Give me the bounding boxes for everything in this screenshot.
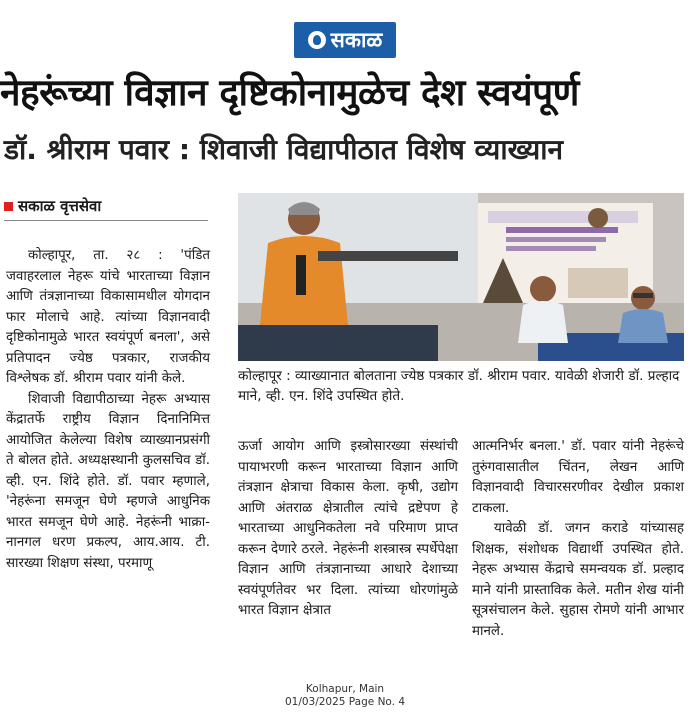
photo-caption: कोल्हापूर : व्याख्यानात बोलताना ज्येष्ठ पत्रकार डॉ. श्रीराम पवार. यावेळी शेजारी डॉ. प्रल्हाद माने, व्ही. एन. शिंदे उपस्थित होते. (238, 368, 680, 404)
paragraph: यावेळी डॉ. जगन कराडे यांच्यासह शिक्षक, संशोधक विद्यार्थी उपस्थित होते. नेहरू अभ्यास केंद्राचे समन्वयक डॉ. प्रल्हाद माने यांनी प्रास्ताविक केले. मतीन शेख यांनी सूत्रसंचालन केले. सुहास रोमणे यांनी आभार मानले. (472, 521, 684, 639)
article-column-1 (6, 246, 210, 574)
sakal-logo-icon (308, 31, 326, 49)
newspaper-logo (294, 22, 396, 58)
event-photo-illustration (238, 193, 684, 361)
page-footer (220, 683, 470, 709)
paragraph: ऊर्जा आयोग आणि इस्त्रोसारख्या संस्थांची पायाभरणी करून भारताच्या विज्ञान आणि तंत्रज्ञान क्षेत्राचा विकास केला. कृषी, उद्योग आणि अंतराळ क्षेत्रातील त्यांचे द्रष्टेपण हे भारताच्या आधुनिकतेला नवे परिमाण प्राप्त करून देणारे ठरले. नेहरूंनी शस्त्रास्त्र स्पर्धेपेक्षा विज्ञान आणि तंत्रज्ञानाच्या आधारे देशाच्या स्वयंपूर्णतेवर भर दिला. त्यांच्या धोरणांमुळे भारत विज्ञान क्षेत्रात (238, 439, 458, 618)
article-column-3 (472, 437, 684, 642)
byline (4, 193, 208, 219)
paragraph: आत्मनिर्भर बनला.' डॉ. पवार यांनी नेहरूंचे तुरुंगवासातील चिंतन, लेखन आणि विज्ञानवादी विचारसरणीवर देखील प्रकाश टाकला. (472, 439, 684, 516)
paragraph: शिवाजी विद्यापीठाच्या नेहरू अभ्यास केंद्रातर्फे राष्ट्रीय विज्ञान दिनानिमित्त आयोजित केलेल्या विशेष व्याख्यानप्रसंगी ते बोलत होते. अध्यक्षस्थानी कुलसचिव डॉ. व्ही. एन. शिंदे होते. डॉ. पवार म्हणाले, 'नेहरूंना समजून घेणे म्हणजे आधुनिक भारत समजून घेणे आहे. नेहरूंनी भाक्रा-नानगल धरण प्रकल्प, आय.आय. टी. सारख्या शिक्षण संस्था, परमाणू (6, 391, 210, 571)
newspaper-name: सकाळ (330, 28, 383, 52)
article-column-2 (238, 437, 458, 622)
article-subheadline: डॉ. श्रीराम पवार : शिवाजी विद्यापीठात विशेष व्याख्यान (4, 133, 564, 166)
byline-text: सकाळ वृत्तसेवा (18, 197, 102, 215)
paragraph: कोल्हापूर, ता. २८ : 'पंडित जवाहरलाल नेहरू यांचे भारताच्या विज्ञान आणि तंत्रज्ञानाच्या विकासामधील योगदान फार मोलाचे आहे. त्यांच्या विज्ञानवादी दृष्टिकोनामुळे भारत स्वयंपूर्ण बनला', असे प्रतिपादन ज्येष्ठ पत्रकार, राजकीय विश्लेषक डॉ. श्रीराम पवार यांनी केले. (6, 248, 210, 386)
byline-divider (4, 220, 208, 221)
date-page-label: 01/03/2025 Page No. 4 (284, 696, 406, 708)
edition-label: Kolhapur, Main (305, 683, 385, 695)
article-photo (238, 193, 684, 361)
byline-marker-icon (4, 202, 13, 211)
article-headline: नेहरूंच्या विज्ञान दृष्टिकोनामुळेच देश स्वयंपूर्ण (0, 71, 579, 114)
